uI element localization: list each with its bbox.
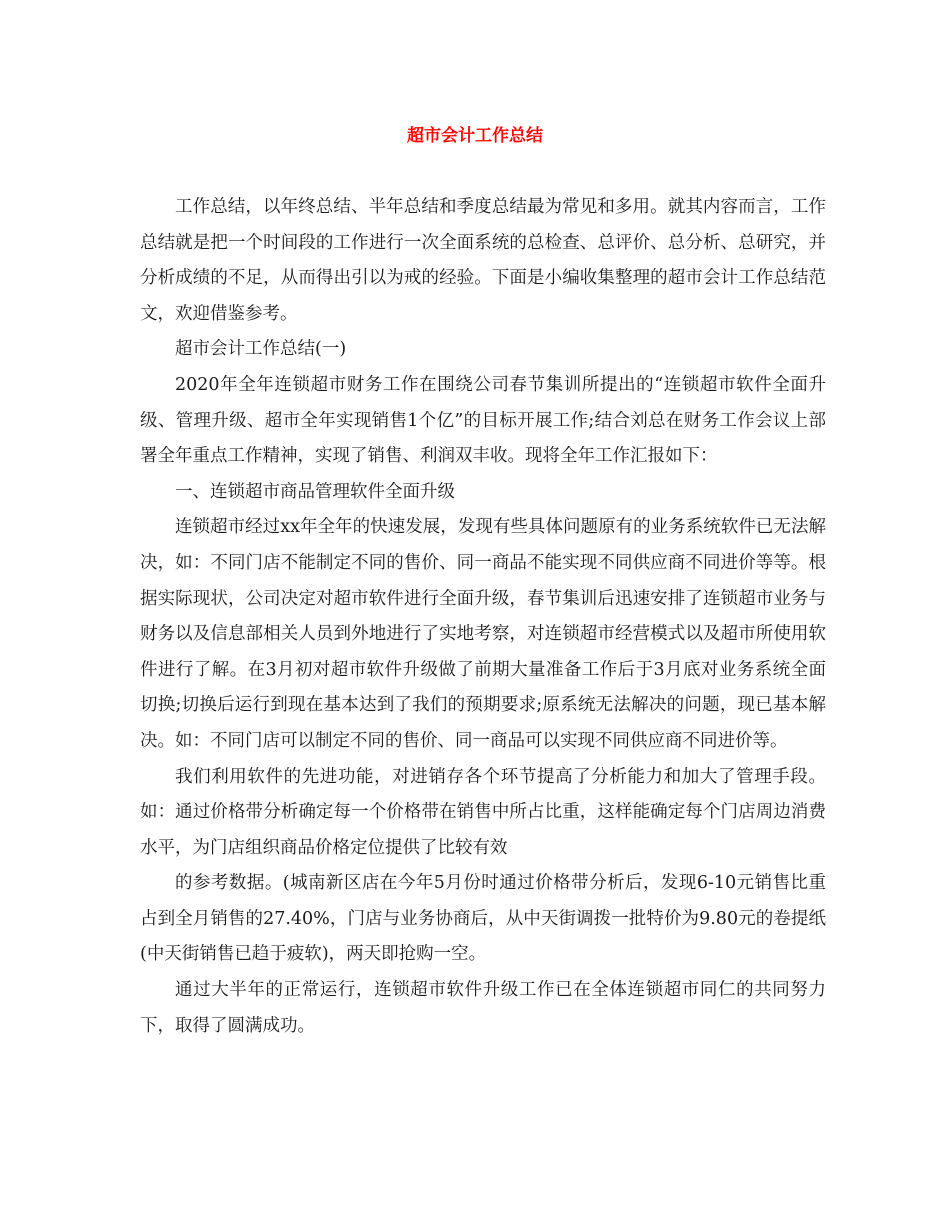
body-paragraph: 的参考数据。(城南新区店在今年5月份时通过价格带分析后，发现6-10元销售比重占到全月销售的27.40%，门店与业务协商后，从中天街调拨一批特价为9.80元的卷提纸(中天街销售已趋于疲软)，两天即抢购一空。 — [140, 873, 826, 965]
body-paragraph: 我们利用软件的先进功能，对进销存各个环节提高了分析能力和加大了管理手段。如：通过价格带分析确定每一个价格带在销售中所占比重，这样能确定每个门店周边消费水平，为门店组织商品价格定位提供了比较有效 — [140, 766, 826, 858]
body-paragraph: 通过大半年的正常运行，连锁超市软件升级工作已在全体连锁超市同仁的共同努力下，取得了圆满成功。 — [140, 980, 826, 1036]
document-body — [140, 190, 826, 1044]
subsection-heading: 一、连锁超市商品管理软件全面升级 — [175, 481, 455, 502]
body-paragraph: 2020年全年连锁超市财务工作在围绕公司春节集训所提出的“连锁超市软件全面升级、管理升级、超市全年实现销售1个亿”的目标开展工作;结合刘总在财务工作会议上部署全年重点工作精神，实现了销售、利润双丰收。现将全年工作汇报如下： — [140, 374, 826, 467]
document-title: 超市会计工作总结 — [407, 126, 543, 146]
section-heading: 超市会计工作总结(一) — [175, 339, 347, 360]
intro-paragraph: 工作总结，以年终总结、半年总结和季度总结最为常见和多用。就其内容而言，工作总结就是把一个时间段的工作进行一次全面系统的总检查、总评价、总分析、总研究，并分析成绩的不足，从而得出引以为戒的经验。下面是小编收集整理的超市会计工作总结范文，欢迎借鉴参考。 — [140, 197, 826, 324]
body-paragraph: 连锁超市经过xx年全年的快速发展，发现有些具体问题原有的业务系统软件已无法解决，如：不同门店不能制定不同的售价、同一商品不能实现不同供应商不同进价等等。根据实际现状，公司决定对超市软件进行全面升级，春节集训后迅速安排了连锁超市业务与财务以及信息部相关人员到外地进行了实地考察，对连锁超市经营模式以及超市所使用软件进行了解。在3月初对超市软件升级做了前期大量准备工作后于3月底对业务系统全面切换;切换后运行到现在基本达到了我们的预期要求;原系统无法解决的问题，现已基本解决。如：不同门店可以制定不同的售价、同一商品可以实现不同供应商不同进价等。 — [140, 517, 826, 751]
